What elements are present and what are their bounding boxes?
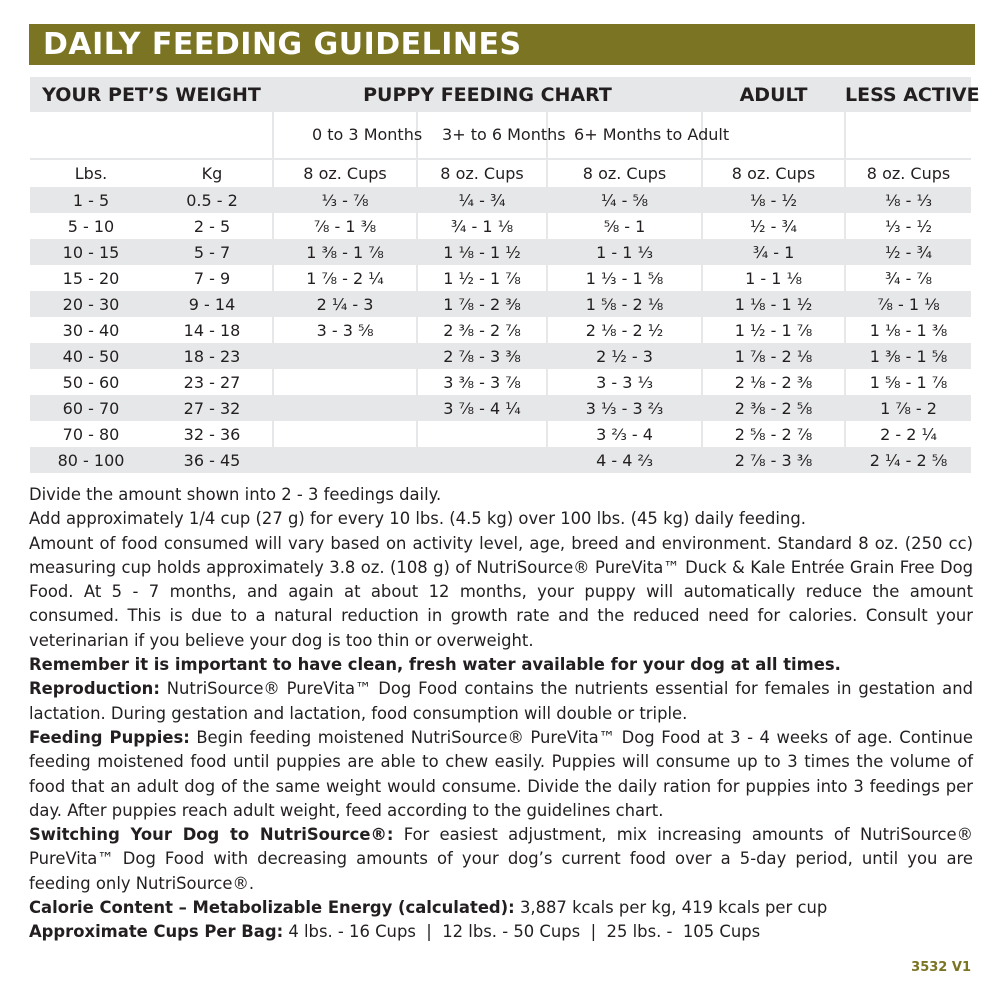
less-active-cell: ½ - ¾ (845, 239, 971, 265)
lbs-cell: 5 - 10 (67, 216, 115, 236)
puppy-3-6-cell: 3 ⅜ - 3 ⅞ (417, 369, 547, 395)
kg-cell: 5 - 7 (152, 239, 273, 265)
puppy-6-adult-cell: 1 ⅓ - 1 ⅝ (547, 265, 702, 291)
puppy-3-6-cell: ¾ - 1 ⅛ (417, 213, 547, 239)
table-row (30, 239, 971, 265)
puppy-0-3-cell (273, 421, 417, 447)
group-header-row (30, 77, 971, 112)
puppy-0-3-cell (273, 369, 417, 395)
calorie-label: Calorie Content – Metabolizable Energy (calculated): (29, 898, 515, 918)
unit-header-cups: 8 oz. Cups (547, 159, 702, 187)
note-add: Add approximately 1/4 cup (27 g) for every 10 lbs. (4.5 kg) over 100 lbs. (45 kg) daily feeding. (29, 509, 806, 529)
feeding-puppies-text: Begin feeding moistened NutriSource® PureVita™ Dog Food at 3 - 4 weeks of age. Continue feeding moistened food until puppies are able to chew easily. Puppies will consume up to 3 times the volume of food that an adult dog of the same weight would consume. Divide the daily ration for puppies into 3 feedings per day. After puppies reach adult weight, feed according to the guidelines chart. (29, 727, 973, 820)
adult-cell: ¾ - 1 (702, 239, 845, 265)
cups-per-bag-label: Approximate Cups Per Bag: (29, 922, 284, 942)
lbs-cell: 60 - 70 (30, 395, 152, 421)
switching-label: Switching Your Dog to NutriSource®: (29, 825, 394, 845)
adult-cell: 2 ⅛ - 2 ⅜ (702, 369, 845, 395)
less-active-group-header: LESS ACTIVE (845, 77, 971, 112)
adult-group-header: ADULT (702, 77, 845, 112)
puppy-6-adult-cell: 2 ⅛ - 2 ½ (547, 317, 702, 343)
table-row (30, 187, 971, 213)
puppy-6-adult-cell: ¼ - ⅝ (547, 187, 702, 213)
puppy-3-6-cell: 1 ⅞ - 2 ⅜ (417, 291, 547, 317)
puppy-3-6-cell: 2 ⅜ - 2 ⅞ (417, 317, 547, 343)
adult-cell: 1 ⅛ - 1 ½ (702, 291, 845, 317)
kg-cell: 27 - 32 (152, 395, 273, 421)
note-divide: Divide the amount shown into 2 - 3 feedings daily. (29, 485, 442, 504)
kg-cell: 7 - 9 (193, 268, 231, 288)
note-switching (29, 823, 973, 896)
lbs-cell: 10 - 15 (30, 239, 152, 265)
puppy-0-3-cell: 1 ⅞ - 2 ¼ (273, 265, 417, 291)
note-reproduction (29, 677, 973, 726)
puppy-3-6-cell: 3 ⅞ - 4 ¼ (417, 395, 547, 421)
puppy-6-adult-cell: 1 ⅝ - 2 ⅛ (547, 291, 702, 317)
puppy-3-6-cell: ¼ - ¾ (417, 187, 547, 213)
less-active-cell: 1 ⅛ - 1 ⅜ (845, 317, 971, 343)
table-row (30, 213, 971, 239)
puppy-6-adult-cell: 3 ⅓ - 3 ⅔ (547, 395, 702, 421)
lbs-cell: 30 - 40 (62, 320, 120, 340)
table-row (30, 291, 971, 317)
lbs-cell: 70 - 80 (62, 424, 120, 444)
lbs-cell: 50 - 60 (62, 372, 120, 392)
unit-header-cups: 8 oz. Cups (845, 159, 971, 187)
kg-cell: 14 - 18 (183, 320, 241, 340)
cups-per-bag-text: 4 lbs. - 16 Cups | 12 lbs. - 50 Cups | 25 lbs. - 105 Cups (288, 922, 761, 942)
puppy-0-3-cell: ⅓ - ⅞ (273, 187, 417, 213)
table-row (30, 265, 971, 291)
reproduction-label: Reproduction: (29, 679, 160, 699)
less-active-cell: 1 ⅝ - 1 ⅞ (845, 369, 971, 395)
adult-cell: 2 ⅞ - 3 ⅜ (702, 447, 845, 473)
age-header-less-spacer (845, 112, 971, 159)
calorie-text: 3,887 kcals per kg, 419 kcals per cup (519, 898, 828, 918)
unit-header-cups: 8 oz. Cups (702, 159, 845, 187)
table-row (30, 421, 971, 447)
puppy-6-adult-cell: 1 - 1 ⅓ (547, 239, 702, 265)
less-active-cell: 1 ⅞ - 2 (845, 395, 971, 421)
lbs-cell: 15 - 20 (62, 268, 120, 288)
feeding-chart-table (30, 77, 980, 473)
puppy-0-3-cell: 3 - 3 ⅝ (273, 317, 417, 343)
reproduction-text: NutriSource® PureVita™ Dog Food contains the nutrients essential for females in gestation and lactation. During gestation and lactation, food consumption will double or triple. (29, 679, 973, 723)
kg-cell: 18 - 23 (152, 343, 273, 369)
title-banner (29, 24, 975, 65)
weight-group-header: YOUR PET’S WEIGHT (30, 77, 273, 112)
switching-text: For easiest adjustment, mix increasing amounts of NutriSource® PureVita™ Dog Food with decreasing amounts of your dog’s current food over a 5-day period, until you are feeding only NutriSource®. (29, 825, 974, 893)
age-header-row (30, 112, 971, 159)
age-header-spacer (30, 112, 273, 159)
unit-header-row (30, 159, 971, 187)
puppy-0-3-cell: ⅞ - 1 ⅜ (273, 213, 417, 239)
puppy-6-adult-cell: ⅝ - 1 (547, 213, 702, 239)
table-row (30, 395, 971, 421)
page-title: DAILY FEEDING GUIDELINES (43, 27, 522, 62)
puppy-6-adult-cell: 3 - 3 ⅓ (547, 369, 702, 395)
age-header-6-adult: 6+ Months to Adult (547, 112, 702, 159)
puppy-0-3-cell: 1 ⅜ - 1 ⅞ (273, 239, 417, 265)
note-calorie (29, 896, 973, 920)
puppy-3-6-cell: 2 ⅞ - 3 ⅜ (417, 343, 547, 369)
note-cups-per-bag (29, 920, 973, 944)
less-active-cell: ⅞ - 1 ⅛ (845, 291, 971, 317)
table-row (30, 369, 971, 395)
unit-header-cups: 8 oz. Cups (417, 159, 547, 187)
puppy-0-3-cell: 2 ¼ - 3 (273, 291, 417, 317)
feeding-puppies-label: Feeding Puppies: (29, 727, 190, 747)
puppy-3-6-cell: 1 ½ - 1 ⅞ (417, 265, 547, 291)
feeding-notes (29, 483, 973, 945)
note-feeding-puppies (29, 726, 973, 823)
kg-cell: 36 - 45 (152, 447, 273, 473)
version-code: 3532 V1 (911, 960, 971, 975)
table-row (30, 447, 971, 473)
puppy-3-6-cell: 1 ⅛ - 1 ½ (417, 239, 547, 265)
less-active-cell: ⅓ - ½ (845, 213, 971, 239)
kg-cell: 23 - 27 (183, 372, 241, 392)
kg-cell: 0.5 - 2 (152, 187, 273, 213)
lbs-cell: 80 - 100 (30, 447, 152, 473)
puppy-6-adult-cell: 3 ⅔ - 4 (547, 421, 702, 447)
less-active-cell: ⅛ - ⅓ (845, 187, 971, 213)
puppy-0-3-cell (273, 447, 417, 473)
unit-header-lbs: Lbs. (30, 159, 152, 187)
adult-cell: 1 ⅞ - 2 ⅛ (702, 343, 845, 369)
puppy-0-3-cell (273, 343, 417, 369)
kg-cell: 9 - 14 (152, 291, 273, 317)
puppy-6-adult-cell: 2 ½ - 3 (547, 343, 702, 369)
note-amount: Amount of food consumed will vary based on activity level, age, breed and environment. Standard 8 oz. (250 cc) measuring cup holds approximately 3.8 oz. (108 g) of NutriSource® PureVita™ Duck & Kale Entrée Grain Free Dog Food. At 5 - 7 months, and again at about 12 months, your puppy will automatically reduce the amount consumed. This is due to a natural reduction in growth rate and the reduced need for calories. Consult your veterinarian if you believe your dog is too thin or overweight. (29, 533, 973, 650)
adult-cell: 2 ⅜ - 2 ⅝ (702, 395, 845, 421)
adult-cell: ½ - ¾ (702, 213, 845, 239)
age-header-3-6: 3+ to 6 Months (417, 112, 547, 159)
adult-cell: 2 ⅝ - 2 ⅞ (702, 421, 845, 447)
adult-cell: 1 - 1 ⅛ (702, 265, 845, 291)
less-active-cell: ¾ - ⅞ (845, 265, 971, 291)
kg-cell: 2 - 5 (193, 216, 231, 236)
lbs-cell: 40 - 50 (30, 343, 152, 369)
note-water: Remember it is important to have clean, fresh water available for your dog at all times. (29, 655, 841, 675)
puppy-3-6-cell (417, 447, 547, 473)
puppy-0-3-cell (273, 395, 417, 421)
less-active-cell: 2 - 2 ¼ (845, 421, 971, 447)
adult-cell: 1 ½ - 1 ⅞ (702, 317, 845, 343)
puppy-group-header: PUPPY FEEDING CHART (273, 77, 702, 112)
table-row (30, 343, 971, 369)
unit-header-cups: 8 oz. Cups (273, 159, 417, 187)
puppy-6-adult-cell: 4 - 4 ⅔ (547, 447, 702, 473)
kg-cell: 32 - 36 (183, 424, 241, 444)
adult-cell: ⅛ - ½ (702, 187, 845, 213)
unit-header-kg: Kg (152, 159, 273, 187)
less-active-cell: 1 ⅜ - 1 ⅝ (845, 343, 971, 369)
lbs-cell: 1 - 5 (30, 187, 152, 213)
less-active-cell: 2 ¼ - 2 ⅝ (845, 447, 971, 473)
age-header-0-3: 0 to 3 Months (273, 112, 417, 159)
table-row (30, 317, 971, 343)
feeding-chart-body (30, 187, 971, 473)
puppy-3-6-cell (417, 421, 547, 447)
lbs-cell: 20 - 30 (30, 291, 152, 317)
